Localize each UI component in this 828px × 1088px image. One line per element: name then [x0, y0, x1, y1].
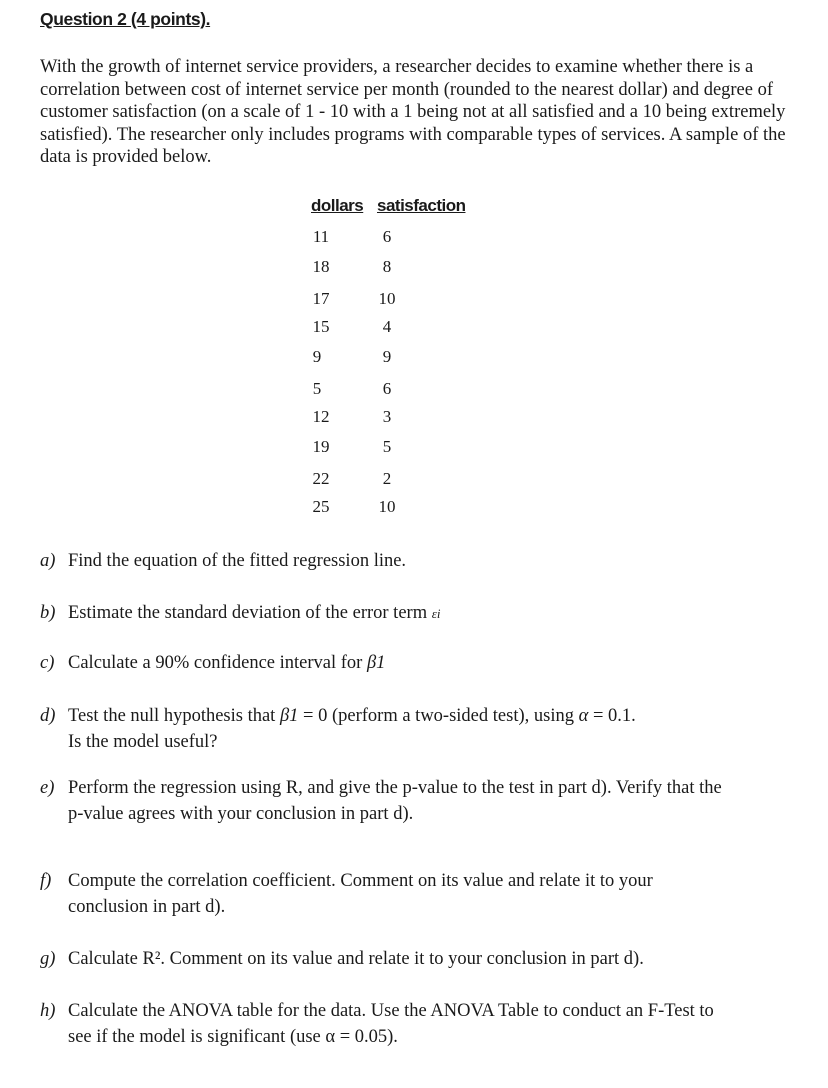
table-cell-dollars: 18: [312, 257, 330, 276]
question-text-line2: see if the model is significant (use α = 0.05).: [68, 1027, 398, 1047]
table-cell-dollars: 12: [312, 407, 330, 426]
table-cell-satisfaction: 6: [382, 379, 392, 398]
table-cell-satisfaction: 2: [382, 469, 392, 488]
question-c: [40, 650, 810, 676]
question-d: [40, 703, 810, 755]
intro-paragraph: With the growth of internet service providers, a researcher decides to examine whether there is a correlation between cost of internet service per month (rounded to the nearest dollar) and degree of customer satisfaction (on a scale of 1 - 10 with a 1 being not at all satisfied and a 10 being extremely satisfied). The researcher only includes programs with comparable types of services. A sample of the data is provided below.: [40, 57, 786, 167]
question-label: h): [40, 1001, 56, 1021]
table-cell-dollars: 5: [312, 379, 322, 398]
question-label: e): [40, 778, 55, 798]
question-a: [40, 548, 810, 574]
table-cell-satisfaction: 10: [378, 497, 396, 516]
question-text: Calculate R². Comment on its value and relate it to your conclusion in part d).: [68, 949, 644, 969]
table-cell-dollars: 9: [312, 347, 322, 366]
header-satisfaction: satisfaction: [377, 196, 466, 215]
alpha-symbol: α: [578, 706, 589, 726]
beta-symbol: β1: [366, 653, 386, 673]
question-b: [40, 600, 810, 627]
question-label: a): [40, 551, 56, 571]
question-label: b): [40, 603, 56, 623]
question-text: Find the equation of the fitted regression line.: [68, 551, 407, 571]
table-cell-dollars: 11: [312, 227, 330, 246]
question-g: [40, 946, 810, 972]
table-cell-dollars: 15: [312, 317, 330, 336]
question-text: = 0 (perform a two-sided test), using: [298, 706, 574, 726]
header-dollars: dollars: [311, 196, 364, 215]
table-cell-satisfaction: 10: [378, 289, 396, 308]
question-text: Estimate the standard deviation of the error term: [68, 603, 428, 623]
question-text: Test the null hypothesis that: [68, 706, 276, 726]
question-f: [40, 868, 810, 920]
question-text: Calculate a 90% confidence interval for: [68, 653, 363, 673]
table-cell-dollars: 25: [312, 497, 330, 516]
table-cell-satisfaction: 5: [382, 437, 392, 456]
table-cell-dollars: 17: [312, 289, 330, 308]
beta-symbol: β1: [279, 706, 299, 726]
question-h: [40, 998, 810, 1050]
epsilon-symbol: εi: [431, 606, 441, 621]
table-cell-satisfaction: 6: [382, 227, 392, 246]
table-cell-satisfaction: 3: [382, 407, 392, 426]
question-label: g): [40, 949, 56, 969]
question-label: f): [40, 871, 52, 891]
question-label: d): [40, 706, 56, 726]
question-text-line2: Is the model useful?: [68, 732, 218, 752]
question-text: Perform the regression using R, and give the p-value to the test in part d). Verify that the: [68, 778, 722, 798]
question-label: c): [40, 653, 55, 673]
question-text: Calculate the ANOVA table for the data. Use the ANOVA Table to conduct an F-Test to: [68, 1001, 714, 1021]
table-cell-dollars: 22: [312, 469, 330, 488]
question-e: [40, 775, 810, 827]
table-cell-satisfaction: 9: [382, 347, 392, 366]
question-text: = 0.1.: [588, 706, 636, 726]
table-cell-dollars: 19: [312, 437, 330, 456]
question-text-line2: p-value agrees with your conclusion in part d).: [68, 804, 414, 824]
table-cell-satisfaction: 4: [382, 317, 392, 336]
question-text-line2: conclusion in part d).: [68, 897, 226, 917]
question-text: Compute the correlation coefficient. Comment on its value and relate it to your: [68, 871, 653, 891]
table-cell-satisfaction: 8: [382, 257, 392, 276]
question-heading: Question 2 (4 points).: [40, 9, 211, 29]
